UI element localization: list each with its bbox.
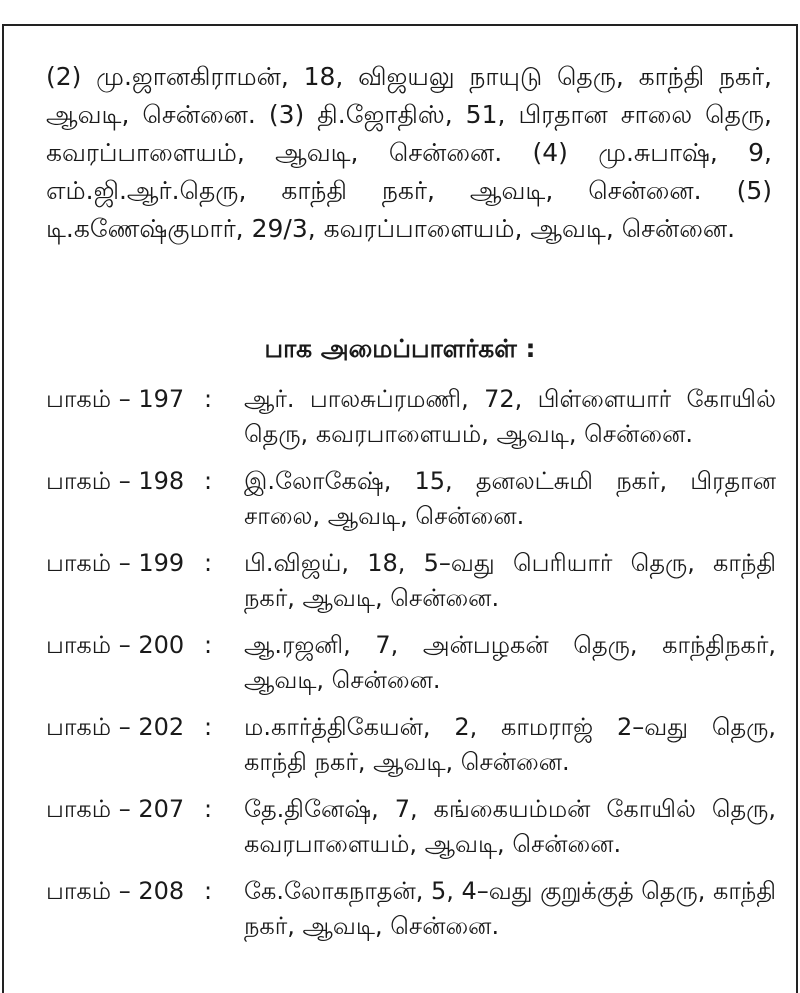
entry-label: பாகம் – 202 (46, 713, 185, 741)
entry-row (46, 382, 776, 452)
entry-text: ம.கார்த்திகேயன், 2, காமராஜ் 2–வது தெரு, காந்தி நகர், ஆவடி, சென்னை. (244, 713, 776, 776)
entry-label: பாகம் – 198 (46, 467, 185, 495)
entries-list (46, 382, 776, 956)
entry-separator: : (204, 385, 213, 413)
intro-paragraph: (2) மு.ஜானகிராமன், 18, விஜயலு நாயுடு தெரு, காந்தி நகர், ஆவடி, சென்னை. (3) தி.ஜோதிஸ், 51, பிரதான சாலை தெரு, கவரப்பாளையம், ஆவடி, சென்னை. (4) மு.சுபாஷ், 9, எம்.ஜி.ஆர்.தெரு, காந்தி நகர், ஆவடி, சென்னை. (5) டி.கணேஷ்குமார், 29/3, கவரப்பாளையம், ஆவடி, சென்னை. (46, 62, 772, 243)
entry-row (46, 710, 776, 780)
entry-row (46, 628, 776, 698)
entry-row (46, 546, 776, 616)
entry-text: பி.விஜய், 18, 5–வது பெரியார் தெரு, காந்தி நகர், ஆவடி, சென்னை. (244, 549, 776, 612)
entry-separator: : (204, 467, 213, 495)
entry-label: பாகம் – 197 (46, 385, 185, 413)
entry-separator: : (204, 877, 213, 905)
entry-label: பாகம் – 207 (46, 795, 185, 823)
entry-separator: : (204, 713, 213, 741)
entry-row (46, 874, 776, 944)
entry-row (46, 792, 776, 862)
entry-separator: : (204, 631, 213, 659)
entry-label: பாகம் – 199 (46, 549, 185, 577)
entry-text: கே.லோகநாதன், 5, 4–வது குறுக்குத் தெரு, காந்தி நகர், ஆவடி, சென்னை. (244, 877, 776, 940)
section-heading: பாக அமைப்பாளர்கள் : (264, 334, 536, 363)
entry-text: ஆ.ரஜனி, 7, அன்பழகன் தெரு, காந்திநகர், ஆவடி, சென்னை. (244, 631, 776, 694)
entry-text: இ.லோகேஷ், 15, தனலட்சுமி நகர், பிரதான சாலை, ஆவடி, சென்னை. (244, 467, 776, 530)
entry-text: ஆர். பாலசுப்ரமணி, 72, பிள்ளையார் கோயில் தெரு, கவரபாளையம், ஆவடி, சென்னை. (244, 385, 776, 448)
entry-label: பாகம் – 208 (46, 877, 185, 905)
entry-label: பாகம் – 200 (46, 631, 185, 659)
entry-text: தே.தினேஷ், 7, கங்கையம்மன் கோயில் தெரு, கவரபாளையம், ஆவடி, சென்னை. (244, 795, 776, 858)
entry-separator: : (204, 549, 213, 577)
entry-row (46, 464, 776, 534)
entry-separator: : (204, 795, 213, 823)
